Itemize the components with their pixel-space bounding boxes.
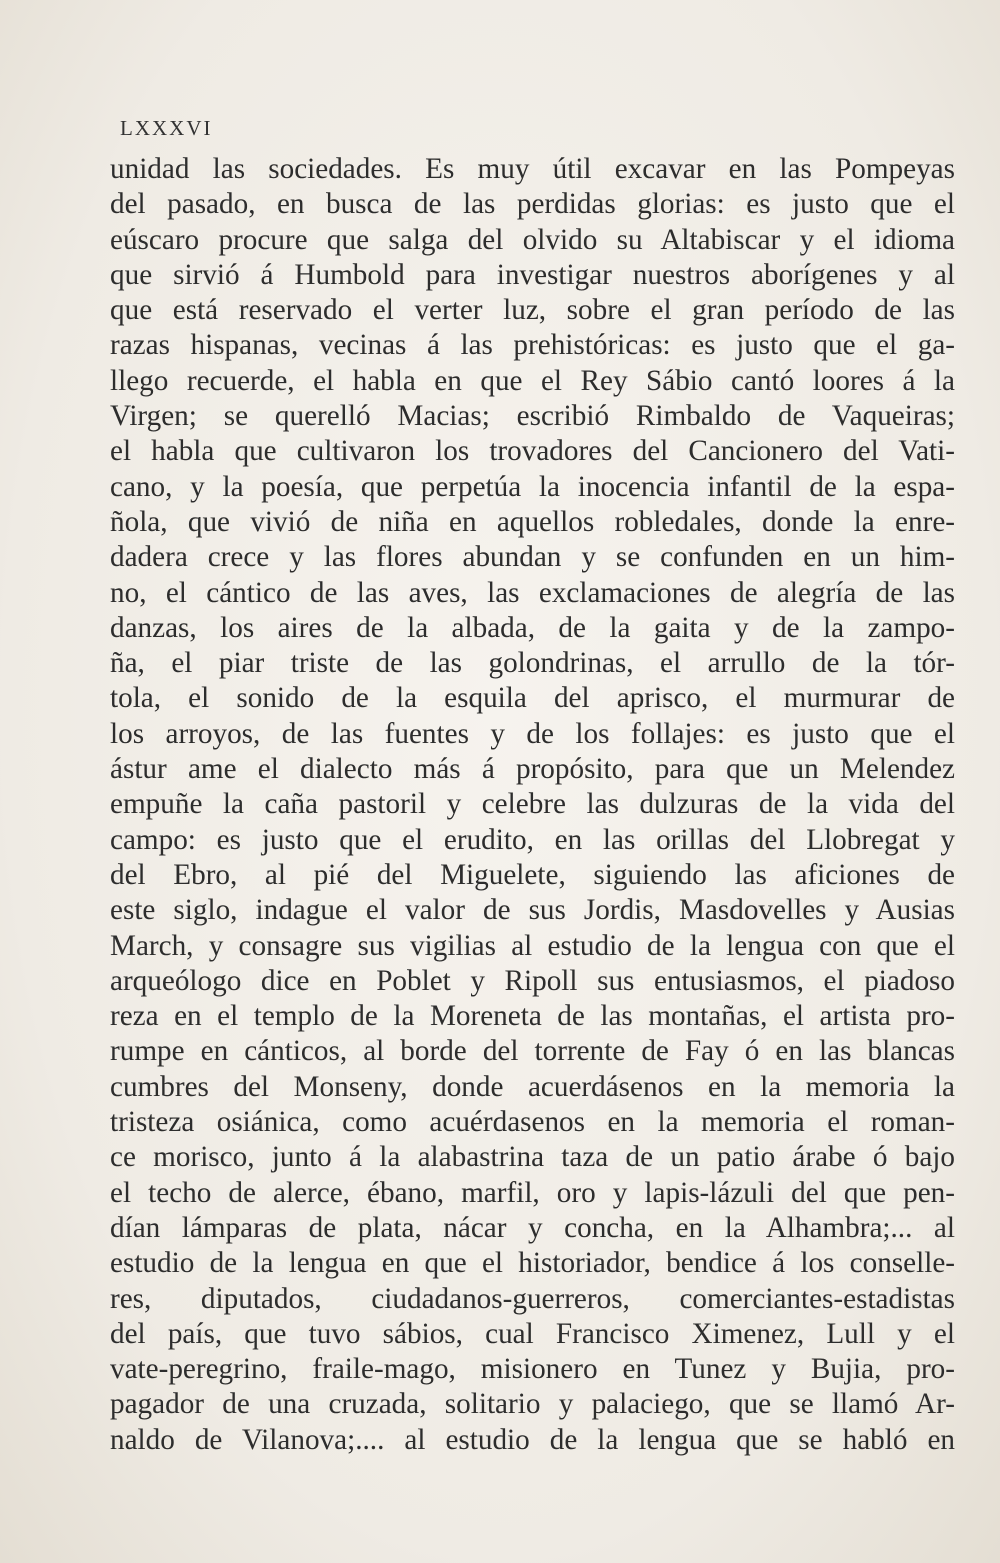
text-line: pagador de una cruzada, solitario y palaciego, que se llamó Ar- [110, 1388, 955, 1421]
text-line: rumpe en cánticos, al borde del torrente de Fay ó en las blancas [110, 1035, 955, 1068]
text-line: del pasado, en busca de las perdidas glorias: es justo que el [110, 188, 955, 221]
text-line: el habla que cultivaron los trovadores del Cancionero del Vati- [110, 435, 955, 468]
text-line: tristeza osiánica, como acuérdasenos en la memoria el roman- [110, 1106, 955, 1139]
text-line: ce morisco, junto á la alabastrina taza de un patio árabe ó bajo [110, 1141, 955, 1174]
text-line: reza en el templo de la Moreneta de las montañas, el artista pro- [110, 1000, 955, 1033]
text-line: ña, el piar triste de las golondrinas, el arrullo de la tór- [110, 647, 955, 680]
text-line: naldo de Vilanova;.... al estudio de la lengua que se habló en [110, 1423, 955, 1456]
text-line: dadera crece y las flores abundan y se confunden en un him- [110, 541, 955, 574]
text-line: Virgen; se querelló Macias; escribió Rimbaldo de Vaqueiras; [110, 400, 955, 433]
text-line: los arroyos, de las fuentes y de los follajes: es justo que el [110, 717, 955, 750]
text-line: eúscaro procure que salga del olvido su Altabiscar y el idioma [110, 223, 955, 256]
text-line: estudio de la lengua en que el historiador, bendice á los conselle- [110, 1247, 955, 1280]
text-line: cano, y la poesía, que perpetúa la inocencia infantil de la espa- [110, 470, 955, 503]
text-line: res, diputados, ciudadanos-guerreros, comerciantes-estadistas [110, 1282, 955, 1315]
text-line: unidad las sociedades. Es muy útil excavar en las Pompeyas [110, 153, 955, 185]
text-line: no, el cántico de las aves, las exclamaciones de alegría de las [110, 576, 955, 609]
body-text [110, 152, 955, 1458]
text-line: el techo de alerce, ébano, marfil, oro y lapis-lázuli del que pen- [110, 1176, 955, 1209]
text-line: dían lámparas de plata, nácar y concha, en la Alhambra;... al [110, 1211, 955, 1244]
text-line: vate-peregrino, fraile-mago, misionero en Tunez y Bujia, pro- [110, 1353, 955, 1386]
text-line: empuñe la caña pastoril y celebre las dulzuras de la vida del [110, 788, 955, 821]
text-line: cumbres del Monseny, donde acuerdásenos en la memoria la [110, 1070, 955, 1103]
text-line: que está reservado el verter luz, sobre el gran período de las [110, 294, 955, 327]
text-line: del Ebro, al pié del Miguelete, siguiendo las aficiones de [110, 858, 955, 891]
page-number: LXXXVI [120, 116, 213, 140]
text-line: danzas, los aires de la albada, de la gaita y de la zampo- [110, 611, 955, 644]
text-line: este siglo, indague el valor de sus Jordis, Masdovelles y Ausias [110, 894, 955, 927]
text-line: llego recuerde, el habla en que el Rey Sábio cantó loores á la [110, 364, 955, 397]
text-line: March, y consagre sus vigilias al estudio de la lengua con que el [110, 929, 955, 962]
text-line: campo: es justo que el erudito, en las orillas del Llobregat y [110, 823, 955, 856]
text-line: que sirvió á Humbold para investigar nuestros aborígenes y al [110, 258, 955, 291]
text-line: razas hispanas, vecinas á las prehistóricas: es justo que el ga- [110, 329, 955, 362]
text-line: tola, el sonido de la esquila del aprisco, el murmurar de [110, 682, 955, 715]
text-line: arqueólogo dice en Poblet y Ripoll sus entusiasmos, el piadoso [110, 964, 955, 997]
text-line: ástur ame el dialecto más á propósito, para que un Melendez [110, 753, 955, 786]
text-line: del país, que tuvo sábios, cual Francisco Ximenez, Lull y el [110, 1317, 955, 1350]
text-line: ñola, que vivió de niña en aquellos robledales, donde la enre- [110, 505, 955, 538]
